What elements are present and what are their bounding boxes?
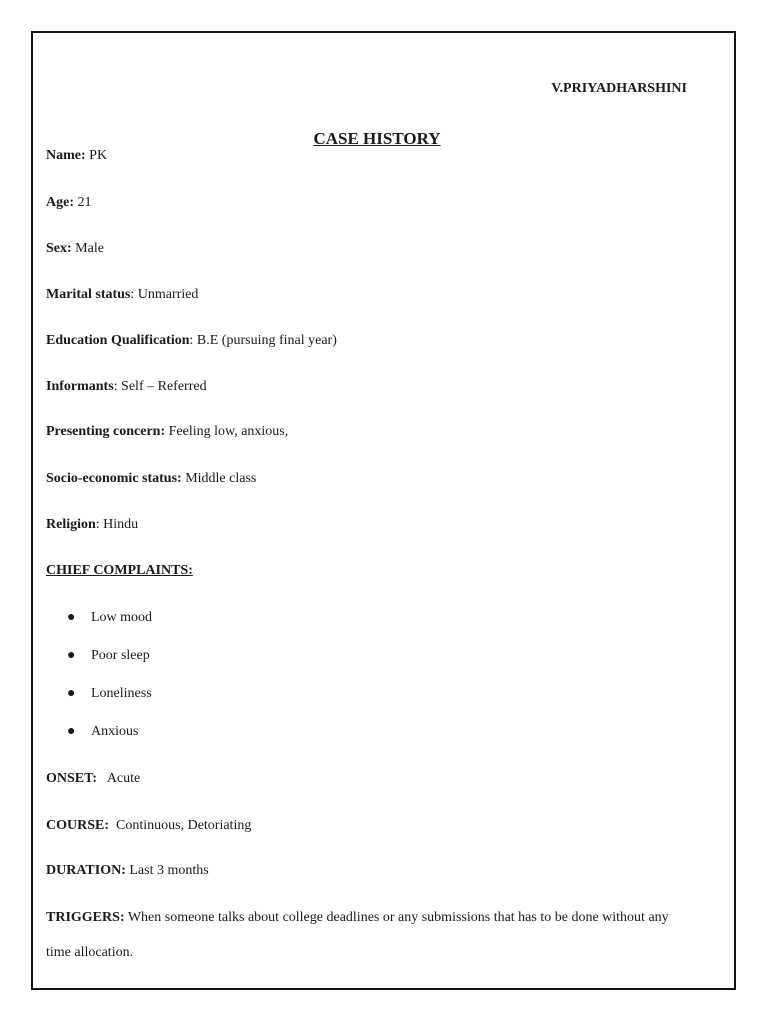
field-marital-status: Marital status: Unmarried [46,287,199,302]
field-education: Education Qualification: B.E (pursuing final year) [46,333,337,348]
field-onset: ONSET: Acute [46,771,141,786]
field-religion: Religion: Hindu [46,517,139,532]
bullet-icon: ● [67,724,76,739]
list-item: ● Loneliness [67,686,152,701]
field-duration: DURATION: Last 3 months [46,863,209,878]
field-triggers: TRIGGERS: When someone talks about college deadlines or any submissions that has to be done without any [46,910,669,925]
list-item: ● Poor sleep [67,648,150,663]
chief-complaints-heading: CHIEF COMPLAINTS: [46,563,193,578]
page-border [31,31,736,990]
bullet-icon: ● [67,686,76,701]
field-presenting-concern: Presenting concern: Feeling low, anxious, [46,424,289,439]
field-course: COURSE: Continuous, Detoriating [46,818,252,833]
field-age: Age: 21 [46,195,92,210]
list-item: ● Low mood [67,610,153,625]
list-item: ● Anxious [67,724,139,739]
field-socio-economic-status: Socio-economic status: Middle class [46,471,257,486]
document-title: CASE HISTORY [313,129,441,148]
bullet-icon: ● [67,610,76,625]
field-sex: Sex: Male [46,241,104,256]
field-informants: Informants: Self – Referred [46,379,207,394]
triggers-continued: time allocation. [46,945,134,960]
author-name: V.PRIYADHARSHINI [551,81,687,96]
bullet-icon: ● [67,648,76,663]
field-name: Name: PK [46,148,108,163]
